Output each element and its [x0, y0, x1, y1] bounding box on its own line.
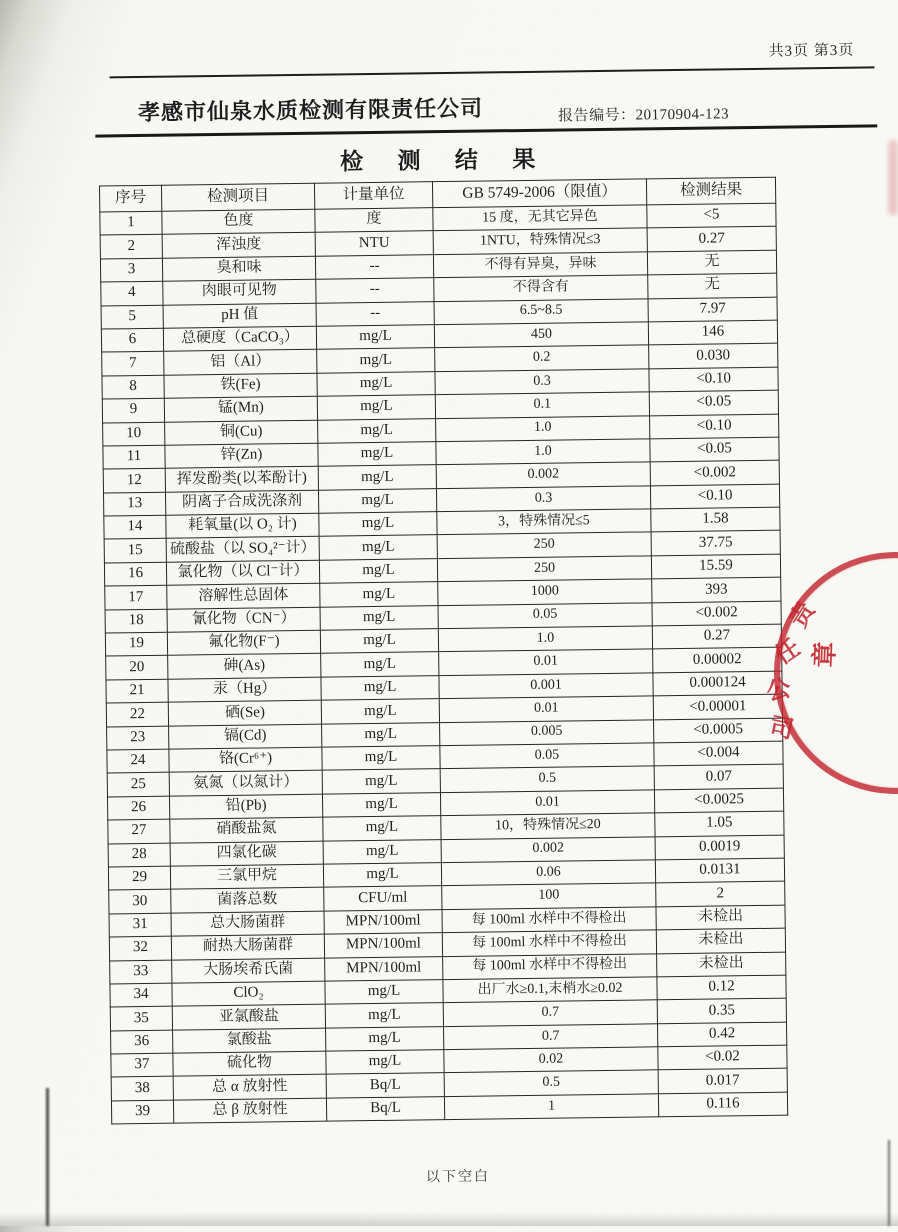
table-cell: CFU/ml — [324, 886, 442, 911]
table-cell: 臭和味 — [162, 256, 315, 281]
table-cell: MPN/100ml — [325, 956, 443, 981]
table-cell: 每 100ml 水样中不得检出 — [443, 953, 657, 979]
table-cell: 1 — [100, 211, 162, 235]
table-cell: mg/L — [319, 535, 437, 560]
table-cell: 26 — [107, 796, 169, 820]
table-cell: 0.5 — [444, 1070, 658, 1096]
column-header: 检测项目 — [161, 183, 314, 211]
table-cell: 亚氯酸盐 — [172, 1004, 325, 1029]
table-cell: 7 — [102, 352, 164, 376]
table-cell: 菌落总数 — [171, 888, 324, 913]
table-cell: 氰化物（CN⁻） — [167, 607, 320, 632]
table-cell: 0.017 — [658, 1069, 787, 1094]
page-title: 检 测 结 果 — [339, 145, 550, 175]
table-cell: 氯化物（以 Cl⁻计） — [166, 560, 319, 585]
table-cell: 未检出 — [656, 905, 785, 930]
table-cell: mg/L — [321, 699, 439, 724]
footer-note: 以下空白 — [425, 1169, 491, 1186]
table-cell: 每 100ml 水样中不得检出 — [442, 930, 656, 956]
table-cell: Bq/L — [326, 1096, 444, 1121]
table-cell: -- — [316, 301, 434, 326]
table-cell: mg/L — [318, 488, 436, 513]
table-cell: 11 — [103, 445, 165, 469]
table-cell: 7.97 — [648, 297, 777, 322]
table-cell: <0.10 — [649, 367, 778, 392]
table-cell: <0.00001 — [653, 694, 782, 719]
table-cell: 0.07 — [654, 765, 783, 790]
table-cell: 6 — [101, 328, 163, 352]
table-cell: mg/L — [326, 1050, 444, 1075]
table-cell: 12 — [103, 469, 165, 493]
table-cell: 33 — [110, 960, 172, 984]
table-cell: 0.002 — [436, 462, 650, 488]
table-cell: 0.001 — [439, 673, 653, 699]
table-cell: mg/L — [317, 371, 435, 396]
table-cell: 27 — [108, 819, 170, 843]
table-cell: 无 — [647, 250, 776, 275]
table-cell: 23 — [107, 726, 169, 750]
table-cell: 三氯甲烷 — [170, 864, 323, 889]
table-cell: 铝（Al） — [164, 350, 317, 375]
table-cell: 氟化物(F⁻) — [167, 630, 320, 655]
table-cell: 1.0 — [438, 626, 652, 652]
table-cell: 24 — [107, 749, 169, 773]
table-cell: 39 — [111, 1100, 173, 1124]
scan-artifact-bottom-shade — [0, 1212, 898, 1226]
table-cell: 耐热大肠菌群 — [171, 934, 324, 959]
table-cell: 色度 — [162, 209, 315, 234]
table-cell: 度 — [315, 208, 433, 233]
table-cell: mg/L — [318, 465, 436, 490]
table-cell: 挥发酚类(以苯酚计) — [165, 467, 318, 492]
table-cell: 砷(As) — [168, 654, 321, 679]
table-cell: 0.12 — [657, 975, 786, 1000]
header-rule-top — [110, 66, 875, 78]
table-cell: <0.02 — [658, 1045, 787, 1070]
table-cell: 0.030 — [649, 344, 778, 369]
table-cell: 大肠埃希氏菌 — [172, 958, 325, 983]
scan-artifact-left-line — [46, 1088, 49, 1226]
table-cell: 8 — [102, 375, 164, 399]
results-table-body — [100, 203, 788, 1124]
table-cell: 36 — [111, 1030, 173, 1054]
table-cell: 25 — [107, 773, 169, 797]
table-cell: 浑浊度 — [162, 233, 315, 258]
column-header: 序号 — [99, 185, 161, 212]
table-cell: 1.0 — [436, 439, 650, 465]
table-cell: mg/L — [322, 792, 440, 817]
table-cell: <0.10 — [650, 484, 779, 509]
seal-center-character: 章 — [809, 641, 840, 669]
table-cell: 0.35 — [657, 998, 786, 1023]
table-cell: 0.06 — [441, 860, 655, 886]
company-name: 孝感市仙泉水质检测有限责任公司 — [137, 95, 484, 126]
table-cell: -- — [315, 254, 433, 279]
table-cell: 0.005 — [440, 719, 654, 745]
seal-arc-char: 任 — [770, 634, 806, 670]
table-cell: 0.000124 — [653, 671, 782, 696]
table-cell: 1.05 — [655, 811, 784, 836]
table-cell: ClO₂ — [172, 981, 325, 1006]
table-cell: 100 — [442, 883, 656, 909]
table-cell: 锰(Mn) — [164, 396, 317, 421]
table-cell: mg/L — [326, 1026, 444, 1051]
table-cell: 29 — [108, 866, 170, 890]
report-number-value: 20170904-123 — [635, 106, 730, 124]
table-cell: 总大肠菌群 — [171, 911, 324, 936]
table-cell: 镉(Cd) — [169, 724, 322, 749]
table-cell: <0.05 — [649, 390, 778, 415]
table-cell: 250 — [437, 532, 651, 558]
table-cell: 15 度，无其它异色 — [433, 205, 647, 231]
page-number-info: 共3页 第3页 — [768, 42, 855, 60]
table-cell: mg/L — [322, 746, 440, 771]
table-cell: Bq/L — [326, 1073, 444, 1098]
table-cell: mg/L — [319, 559, 437, 584]
table-cell: NTU — [315, 231, 433, 256]
table-cell: 30 — [109, 890, 171, 914]
table-cell: 0.2 — [435, 345, 649, 371]
table-cell: 19 — [105, 632, 167, 656]
table-cell: 0.27 — [652, 624, 781, 649]
table-cell: 氯酸盐 — [173, 1028, 326, 1053]
table-cell: 1.58 — [651, 507, 780, 532]
table-cell: 0.7 — [443, 1000, 657, 1026]
table-cell: -- — [316, 278, 434, 303]
table-cell: mg/L — [318, 442, 436, 467]
table-cell: 溶解性总固体 — [167, 583, 320, 608]
table-cell: 9 — [102, 398, 164, 422]
table-cell: 1.0 — [436, 415, 650, 441]
table-cell: 铬(Cr⁶⁺) — [169, 747, 322, 772]
table-cell: mg/L — [320, 582, 438, 607]
table-cell: <0.0025 — [654, 788, 783, 813]
table-cell: <0.10 — [650, 414, 779, 439]
table-cell: 38 — [111, 1077, 173, 1101]
table-cell: 2 — [100, 235, 162, 259]
table-cell: 146 — [648, 320, 777, 345]
table-cell: 不得含有 — [434, 275, 648, 301]
table-cell: 393 — [652, 577, 781, 602]
table-cell: 250 — [437, 556, 651, 582]
table-cell: 37 — [111, 1053, 173, 1077]
table-cell: 耗氧量(以 O₂ 计) — [166, 513, 319, 538]
table-cell: 未检出 — [656, 928, 785, 953]
table-cell: 0.7 — [444, 1023, 658, 1049]
table-cell: 0.02 — [444, 1047, 658, 1073]
table-cell: 10，特殊情况≤20 — [441, 813, 655, 839]
table-cell: 每 100ml 水样中不得检出 — [442, 907, 656, 933]
table-cell: pH 值 — [163, 303, 316, 328]
table-cell: 1NTU，特殊情况≤3 — [433, 228, 647, 254]
table-cell: 0.5 — [440, 766, 654, 792]
table-cell: 22 — [106, 702, 168, 726]
seal-arc-text — [764, 558, 898, 788]
table-cell: 阴离子合成洗涤剂 — [165, 490, 318, 515]
table-cell: 16 — [104, 562, 166, 586]
seal-arc-char: 公 — [764, 674, 794, 707]
table-cell: 0.00002 — [653, 648, 782, 673]
table-cell: 1 — [444, 1094, 658, 1120]
table-cell: 1000 — [438, 579, 652, 605]
table-cell: 0.05 — [440, 743, 654, 769]
table-cell: mg/L — [322, 769, 440, 794]
table-cell: 0.42 — [657, 1022, 786, 1047]
table-cell: MPN/100ml — [324, 933, 442, 958]
table-cell: 28 — [108, 843, 170, 867]
table-cell: 0.01 — [440, 790, 654, 816]
table-cell: 0.3 — [436, 486, 650, 512]
table-cell: 未检出 — [657, 952, 786, 977]
header-rule-main — [95, 124, 877, 137]
table-cell: 氨氮（以氮计） — [169, 771, 322, 796]
table-cell: <5 — [647, 203, 776, 228]
table-cell: 0.3 — [435, 369, 649, 395]
table-cell: <0.05 — [650, 437, 779, 462]
table-cell: mg/L — [319, 512, 437, 537]
table-cell: 0.01 — [439, 696, 653, 722]
table-cell: 14 — [104, 515, 166, 539]
table-cell: mg/L — [325, 1003, 443, 1028]
table-cell: 15 — [104, 539, 166, 563]
table-cell: 硝酸盐氮 — [170, 817, 323, 842]
table-cell: 4 — [101, 281, 163, 305]
table-cell: 不得有异臭，异味 — [433, 252, 647, 278]
table-cell: 37.75 — [651, 531, 780, 556]
seal-arc-char: 司 — [766, 712, 796, 745]
table-cell: mg/L — [317, 395, 435, 420]
table-cell: mg/L — [323, 816, 441, 841]
table-cell: 18 — [105, 609, 167, 633]
table-cell: 3 — [100, 258, 162, 282]
table-cell: 20 — [106, 656, 168, 680]
table-cell: mg/L — [317, 348, 435, 373]
table-cell: 5 — [101, 305, 163, 329]
table-cell: 四氯化碳 — [170, 841, 323, 866]
table-cell: 肉眼可见物 — [163, 279, 316, 304]
table-cell: 铁(Fe) — [164, 373, 317, 398]
table-cell: 汞（Hg） — [168, 677, 321, 702]
table-cell: 总硬度（CaCO₃） — [163, 326, 316, 351]
table-cell: 3，特殊情况≤5 — [437, 509, 651, 535]
table-cell: 34 — [110, 983, 172, 1007]
table-cell: 0.01 — [439, 649, 653, 675]
table-cell: mg/L — [320, 605, 438, 630]
table-cell: <0.004 — [654, 741, 783, 766]
table-cell: 6.5~8.5 — [434, 298, 648, 324]
table-cell: 17 — [105, 585, 167, 609]
table-cell: 35 — [110, 1006, 172, 1030]
table-cell: 总 β 放射性 — [173, 1098, 326, 1123]
column-header: 检测结果 — [646, 177, 775, 205]
table-cell: 0.116 — [658, 1092, 787, 1117]
seal-arc-char: 责 — [784, 597, 821, 633]
table-cell: mg/L — [321, 675, 439, 700]
table-cell: 出厂水≥0.1,末梢水≥0.02 — [443, 977, 657, 1003]
table-cell: mg/L — [322, 722, 440, 747]
table-cell: 0.05 — [438, 602, 652, 628]
results-table — [99, 177, 788, 1125]
table-cell: mg/L — [320, 629, 438, 654]
table-cell: 0.0131 — [655, 858, 784, 883]
table-cell: 硫化物 — [173, 1051, 326, 1076]
table-cell: 硫酸盐（以 SO₄²⁻计） — [166, 537, 319, 562]
table-cell: 450 — [434, 322, 648, 348]
report-number — [558, 102, 729, 125]
table-cell: 21 — [106, 679, 168, 703]
table-cell: mg/L — [325, 980, 443, 1005]
table-cell: 锌(Zn) — [165, 443, 318, 468]
table-cell: 32 — [109, 936, 171, 960]
table-cell: mg/L — [323, 863, 441, 888]
table-cell: mg/L — [316, 325, 434, 350]
table-cell: 2 — [656, 881, 785, 906]
report-number-label: 报告编号： — [558, 107, 636, 125]
table-cell: mg/L — [321, 652, 439, 677]
table-cell: 0.0019 — [655, 835, 784, 860]
table-cell: 0.002 — [441, 836, 655, 862]
seal-ink-smudge — [888, 140, 898, 215]
table-cell: <0.002 — [650, 460, 779, 485]
table-cell: 15.59 — [651, 554, 780, 579]
table-cell: 13 — [104, 492, 166, 516]
column-header: GB 5749-2006（限值） — [432, 179, 646, 208]
company-seal-stamp — [764, 552, 898, 794]
table-cell: 铜(Cu) — [165, 420, 318, 445]
table-cell: mg/L — [323, 839, 441, 864]
table-cell: 总 α 放射性 — [173, 1075, 326, 1100]
table-cell: 无 — [648, 273, 777, 298]
table-cell: 硒(Se) — [168, 700, 321, 725]
table-cell: <0.002 — [652, 601, 781, 626]
table-cell: 铅(Pb) — [169, 794, 322, 819]
table-cell: 31 — [109, 913, 171, 937]
table-cell: MPN/100ml — [324, 909, 442, 934]
table-cell: 0.1 — [435, 392, 649, 418]
column-header: 计量单位 — [314, 182, 432, 210]
table-cell: mg/L — [318, 418, 436, 443]
table-cell: <0.0005 — [654, 718, 783, 743]
table-cell: 0.27 — [647, 227, 776, 252]
table-cell: 10 — [103, 422, 165, 446]
